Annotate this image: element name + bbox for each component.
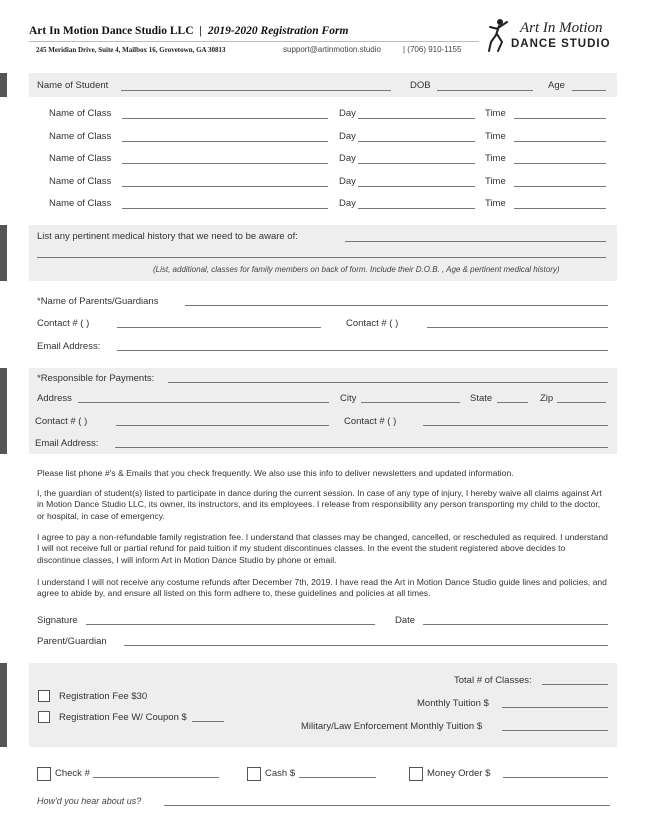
zip-field[interactable] bbox=[557, 402, 606, 403]
section-tab bbox=[0, 368, 7, 454]
parents-name-field[interactable] bbox=[185, 305, 608, 306]
class-label: Name of Class bbox=[49, 108, 112, 119]
medical-label: List any pertinent medical history that we need to be aware of: bbox=[37, 231, 298, 242]
time-field[interactable] bbox=[514, 208, 606, 209]
guardian-field[interactable] bbox=[124, 645, 608, 646]
parent-contact1-label: Contact # ( ) bbox=[37, 318, 90, 329]
dancer-logo-icon bbox=[487, 18, 511, 52]
policy-paragraph: I understand I will not receive any costume refunds after December 7th, 2019. I have read the Art in Motion Dance Studio guide lines and policies, and agree to abide by, and ensure all listed on this form adhere to, these guidelines and policies at all times. bbox=[37, 577, 607, 599]
signature-field[interactable] bbox=[86, 624, 375, 625]
age-label: Age bbox=[548, 80, 565, 91]
class-field[interactable] bbox=[122, 163, 328, 164]
payer-contact1-label: Contact # ( ) bbox=[35, 416, 88, 427]
parent-contact2-label: Contact # ( ) bbox=[346, 318, 399, 329]
referral-label: How'd you hear about us? bbox=[37, 796, 142, 806]
medical-note: (List, additional, classes for family members on back of form. Include their D.O.B. , Age & pertinent medical history) bbox=[153, 265, 560, 274]
coupon-fee-field[interactable] bbox=[192, 721, 224, 722]
military-tuition-field[interactable] bbox=[502, 730, 608, 731]
payer-email-field[interactable] bbox=[115, 447, 608, 448]
policy-paragraph: I, the guardian of student(s) listed to participate in dance during the current session. In case of any type of injury, I hereby waive all claims against Art in Motion Dance Studio LLC, its owner, its instructors, and its employees. I release from responsibility any person transporting my child to the doctor, or hospital, in case of emergency. bbox=[37, 488, 602, 521]
time-label: Time bbox=[485, 176, 506, 187]
payer-email-label: Email Address: bbox=[35, 438, 99, 449]
class-field[interactable] bbox=[122, 186, 328, 187]
parents-name-label: *Name of Parents/Guardians bbox=[37, 296, 159, 307]
day-label: Day bbox=[339, 153, 356, 164]
class-label: Name of Class bbox=[49, 131, 112, 142]
time-label: Time bbox=[485, 108, 506, 119]
signature-label: Signature bbox=[37, 615, 78, 626]
day-field[interactable] bbox=[358, 208, 475, 209]
class-field[interactable] bbox=[122, 118, 328, 119]
state-label: State bbox=[470, 393, 493, 404]
student-band bbox=[29, 73, 617, 97]
age-field[interactable] bbox=[572, 90, 606, 91]
city-field[interactable] bbox=[361, 402, 460, 403]
logo-line1: Art In Motion bbox=[520, 20, 603, 36]
date-field[interactable] bbox=[423, 624, 608, 625]
title-separator: | bbox=[199, 25, 202, 37]
day-field[interactable] bbox=[358, 186, 475, 187]
parent-email-label: Email Address: bbox=[37, 341, 101, 352]
address-field[interactable] bbox=[78, 402, 329, 403]
time-label: Time bbox=[485, 131, 506, 142]
class-field[interactable] bbox=[122, 208, 328, 209]
dob-field[interactable] bbox=[437, 90, 533, 91]
day-field[interactable] bbox=[358, 118, 475, 119]
medical-field-2[interactable] bbox=[37, 257, 606, 258]
studio-email: support@artinmotion.studio bbox=[283, 45, 381, 54]
class-label: Name of Class bbox=[49, 198, 112, 209]
section-tab bbox=[0, 225, 7, 281]
payer-contact1-field[interactable] bbox=[116, 425, 329, 426]
parent-contact1-field[interactable] bbox=[117, 327, 321, 328]
logo-line2: DANCE STUDIO bbox=[511, 38, 611, 50]
time-field[interactable] bbox=[514, 186, 606, 187]
studio-phone: | (706) 910-1155 bbox=[403, 45, 462, 54]
coupon-fee-label: Registration Fee W/ Coupon $ bbox=[59, 712, 187, 723]
military-tuition-label: Military/Law Enforcement Monthly Tuition $ bbox=[301, 721, 483, 732]
time-field[interactable] bbox=[514, 118, 606, 119]
time-field[interactable] bbox=[514, 163, 606, 164]
day-field[interactable] bbox=[358, 141, 475, 142]
student-name-label: Name of Student bbox=[37, 80, 109, 91]
state-field[interactable] bbox=[497, 402, 528, 403]
zip-label: Zip bbox=[540, 393, 554, 404]
studio-address: 245 Meridian Drive, Suite 4, Mailbox 16, Grovetown, GA 30813 bbox=[36, 46, 226, 54]
day-field[interactable] bbox=[358, 163, 475, 164]
registration-fee-label: Registration Fee $30 bbox=[59, 691, 148, 702]
day-label: Day bbox=[339, 198, 356, 209]
responsible-field[interactable] bbox=[168, 382, 608, 383]
payer-contact2-field[interactable] bbox=[423, 425, 608, 426]
time-field[interactable] bbox=[514, 141, 606, 142]
parent-contact2-field[interactable] bbox=[427, 327, 608, 328]
time-label: Time bbox=[485, 153, 506, 164]
class-label: Name of Class bbox=[49, 153, 112, 164]
parent-email-field[interactable] bbox=[117, 350, 608, 351]
monthly-tuition-field[interactable] bbox=[502, 707, 608, 708]
class-label: Name of Class bbox=[49, 176, 112, 187]
time-label: Time bbox=[485, 198, 506, 209]
coupon-fee-checkbox[interactable] bbox=[38, 711, 50, 723]
student-name-field[interactable] bbox=[121, 90, 391, 91]
total-classes-label: Total # of Classes: bbox=[454, 675, 532, 686]
guardian-label: Parent/Guardian bbox=[37, 636, 107, 647]
day-label: Day bbox=[339, 131, 356, 142]
section-tab bbox=[0, 663, 7, 747]
class-field[interactable] bbox=[122, 141, 328, 142]
check-checkbox[interactable] bbox=[37, 767, 51, 781]
medical-field-1[interactable] bbox=[345, 241, 606, 242]
dob-label: DOB bbox=[410, 80, 431, 91]
monthly-tuition-label: Monthly Tuition $ bbox=[417, 698, 489, 709]
city-label: City bbox=[340, 393, 357, 404]
cash-label: Cash $ bbox=[265, 768, 296, 779]
address-label: Address bbox=[37, 393, 72, 404]
section-tab bbox=[0, 73, 7, 97]
check-number-field[interactable] bbox=[93, 777, 219, 778]
day-label: Day bbox=[339, 176, 356, 187]
day-label: Day bbox=[339, 108, 356, 119]
policy-paragraph: I agree to pay a non-refundable family registration fee. I understand that classes may be changed, cancelled, or rescheduled as required. I understand I will not receive full or partial refund for paid tuition if my student discontinues classes. In the event the student registered above decides to discontinue classes, I will inform Art in Motion Dance Studio by phone or email. bbox=[37, 532, 608, 565]
responsible-label: *Responsible for Payments: bbox=[37, 373, 155, 384]
form-title: 2019-2020 Registration Form bbox=[207, 25, 349, 37]
date-label: Date bbox=[395, 615, 416, 626]
total-classes-field[interactable] bbox=[542, 684, 608, 685]
money-order-field[interactable] bbox=[503, 777, 608, 778]
registration-fee-checkbox[interactable] bbox=[38, 690, 50, 702]
money-order-checkbox[interactable] bbox=[409, 767, 423, 781]
money-order-label: Money Order $ bbox=[427, 768, 491, 779]
policy-paragraph: Please list phone #'s & Emails that you check frequently. We also use this info to deliver newsletters and updated information. bbox=[37, 468, 514, 478]
cash-field[interactable] bbox=[299, 777, 376, 778]
company-name: Art In Motion Dance Studio LLC bbox=[29, 25, 194, 37]
header-rule bbox=[29, 41, 479, 42]
payer-contact2-label: Contact # ( ) bbox=[344, 416, 397, 427]
referral-field[interactable] bbox=[164, 805, 610, 806]
check-label: Check # bbox=[55, 768, 90, 779]
cash-checkbox[interactable] bbox=[247, 767, 261, 781]
form-header-title bbox=[29, 25, 348, 37]
